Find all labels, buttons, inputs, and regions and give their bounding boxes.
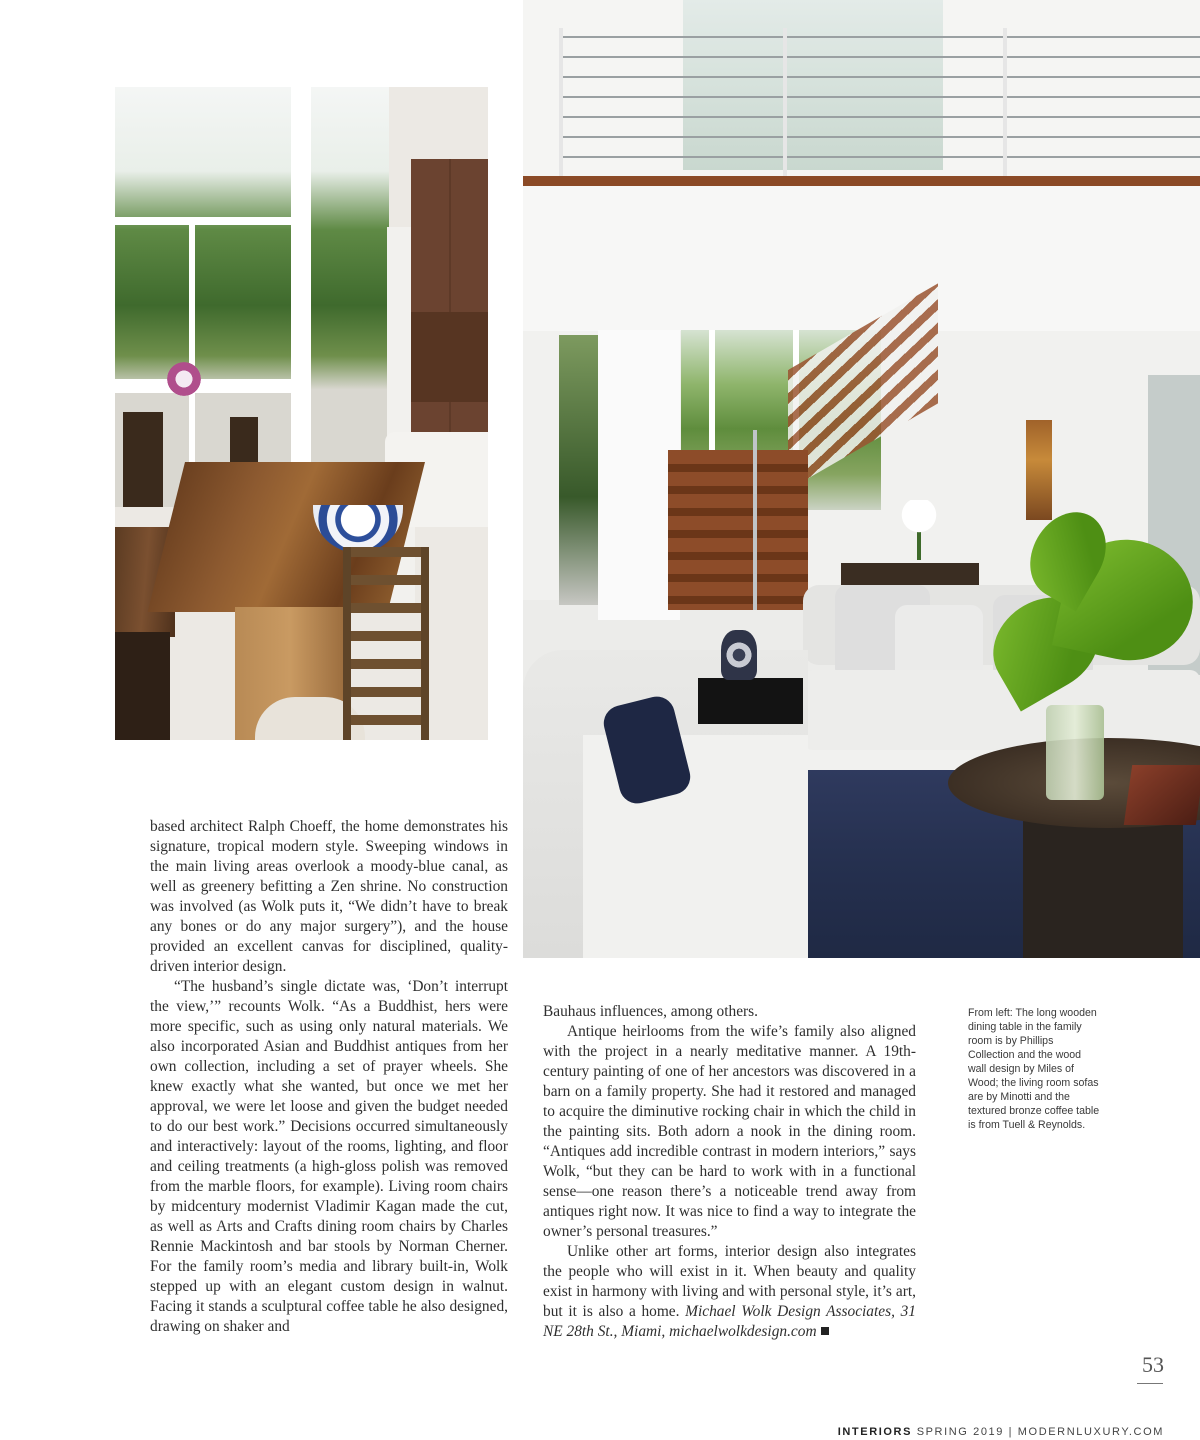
paragraph: “The husband’s single dictate was, ‘Don’t interrupt the view,’” recounts Wolk. “As a Buddhist, hers were more specific, such as using only natural materials. We also incorporated Asian and Buddhist antiques from her own collection, including a set of prayer wheels. She knew exactly what she wanted, but once we met her approval, we were let loose and given the budget needed to do our best work.” Decisions occurred simultaneously and interactively: layout of the rooms, lighting, and floor and ceiling treatments (a high-gloss polish was removed from the marble floors, for example). Living room chairs by midcentury modernist Vladimir Kagan made the cut, as well as Arts and Crafts dining room chairs by Charles Rennie Mackintosh and bar stools by Norman Cherner. For the family room’s media and library built-in, Wolk stepped up with an elegant custom design in walnut. Facing it stands a sculptural coffee table he also designed, drawing on shaker and xyxy=(150,978,508,1335)
paragraph: based architect Ralph Choeff, the home demonstrates his signature, tropical modern style. Sweeping windows in the main living areas overlook a moody-blue canal, as well as greenery befitting a Zen shrine. No construction was involved (as Wolk puts it, “We didn’t have to break any bones or do any major surgery”), and the house provided an excellent canvas for disciplined, quality-driven interior design. xyxy=(150,818,508,975)
photo-caption: From left: The long wooden dining table in the family room is by Phillips Collection and the wood wall design by Miles of Wood; the living room sofas are by Minotti and the textured bronze coffee table is from Tuell & Reynolds. xyxy=(968,1007,1100,1131)
paragraph-final xyxy=(543,1242,916,1342)
article-right-column xyxy=(543,1002,916,1342)
page-footer xyxy=(838,1426,1164,1438)
footer-separator: | xyxy=(1008,1426,1014,1438)
page-number: 53 xyxy=(1142,1352,1164,1377)
designer-credit: Michael Wolk Design Associates, 31 NE 28th St., Miami, michaelwolkdesign.com xyxy=(543,1303,916,1340)
footer-site: MODERNLUXURY.COM xyxy=(1017,1426,1164,1438)
living-room-photo xyxy=(523,0,1200,958)
page-number-rule xyxy=(1137,1383,1163,1384)
article-left-column xyxy=(150,817,508,1337)
magazine-name: INTERIORS xyxy=(837,1426,913,1438)
issue-date: SPRING 2019 xyxy=(916,1426,1004,1438)
paragraph-text: Unlike other art forms, interior design also integrates the people who will exist in it. When beauty and quality exist in harmony with living and with personal style, it’s art, but it is also a home. xyxy=(543,1243,916,1320)
dining-room-photo xyxy=(115,87,488,740)
end-mark-icon xyxy=(821,1327,829,1335)
paragraph: Antique heirlooms from the wife’s family also aligned with the project in a nearly meditative manner. A 19th-century painting of one of her ancestors was discovered in a barn on a family property. She had it restored and managed to acquire the diminutive rocking chair in which the child in the painting sits. Both adorn a nook in the dining room. “Antiques add incredible contrast in modern interiors,” says Wolk, “but they can be hard to work with in a functional sense—one reason there’s a noticeable trend away from antiques right now. It was nice to find a way to integrate the owner’s personal treasures.” xyxy=(543,1023,916,1240)
paragraph: Bauhaus influences, among others. xyxy=(543,1003,758,1020)
